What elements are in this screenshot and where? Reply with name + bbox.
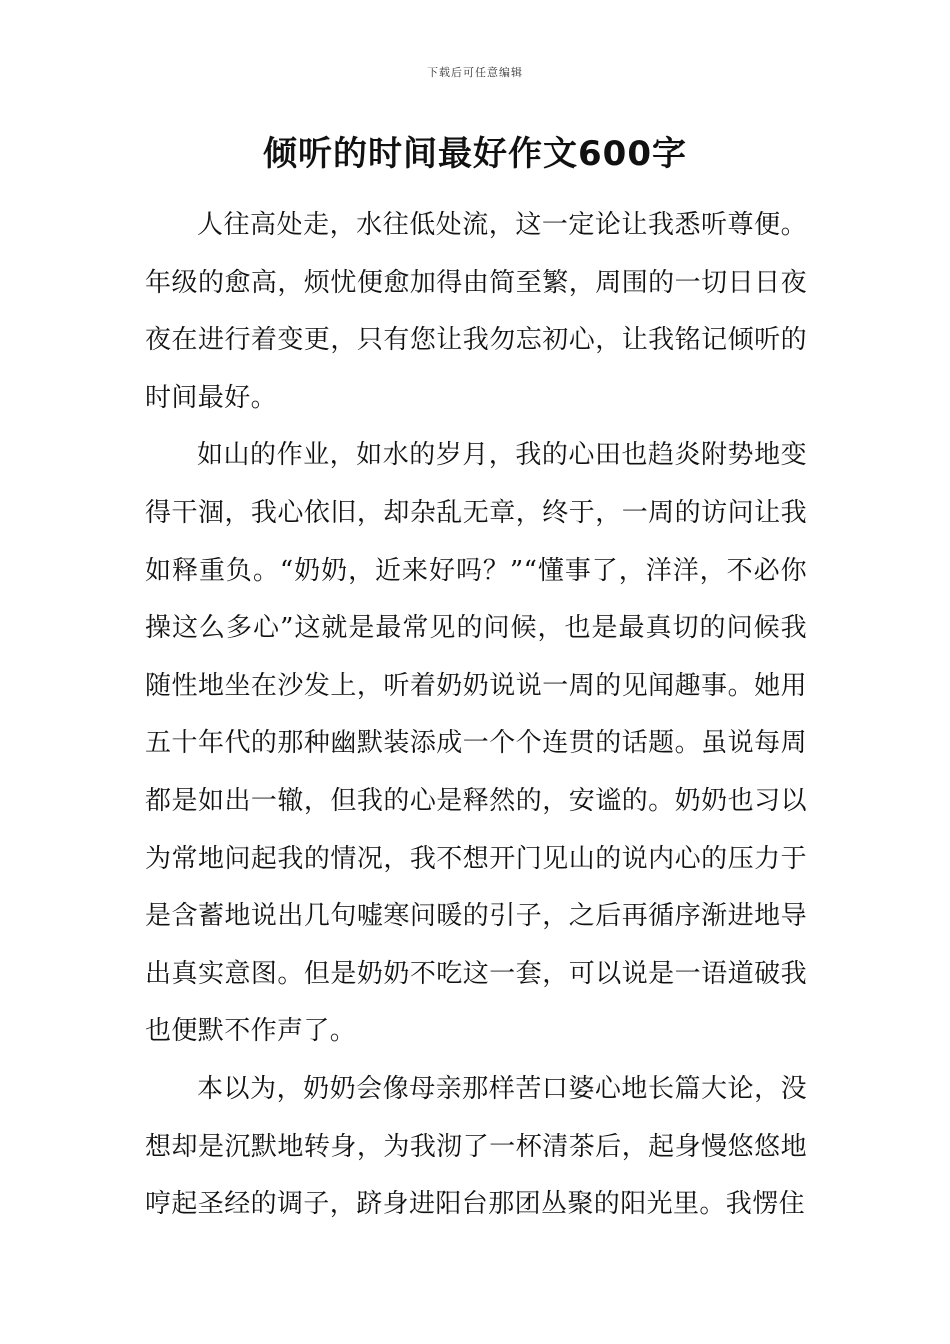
document-body (145, 197, 807, 1234)
paragraph-3: 本以为，奶奶会像母亲那样苦口婆心地长篇大论，没想却是沉默地转身，为我沏了一杯清茶后，起身慢悠悠地哼起圣经的调子，跻身进阳台那团丛聚的阳光里。我愣住 (145, 1073, 807, 1220)
paragraph-1: 人往高处走，水往低处流，这一定论让我悉听尊便。年级的愈高，烦忧便愈加得由简至繁，周围的一切日日夜夜在进行着变更，只有您让我勿忘初心，让我铭记倾听的时间最好。 (145, 210, 807, 413)
paragraph-2: 如山的作业，如水的岁月，我的心田也趋炎附势地变得干涸，我心依旧，却杂乱无章，终于，一周的访问让我如释重负。“奶奶，近来好吗？”“懂事了，洋洋，不必你操这么多心”这就是最常见的问候，也是最真切的问候我随性地坐在沙发上，听着奶奶说说一周的见闻趣事。她用五十年代的那种幽默装添成一个个连贯的话题。虽说每周都是如出一辙，但我的心是释然的，安谧的。奶奶也习以为常地问起我的情况，我不想开门见山的说内心的压力于是含蓄地说出几句嘘寒问暖的引子，之后再循序渐进地导出真实意图。但是奶奶不吃这一套，可以说是一语道破我也便默不作声了。 (145, 440, 807, 1047)
document-title: 倾听的时间最好作文600字 (263, 134, 687, 174)
header-note: 下载后可任意编辑 (427, 66, 523, 79)
